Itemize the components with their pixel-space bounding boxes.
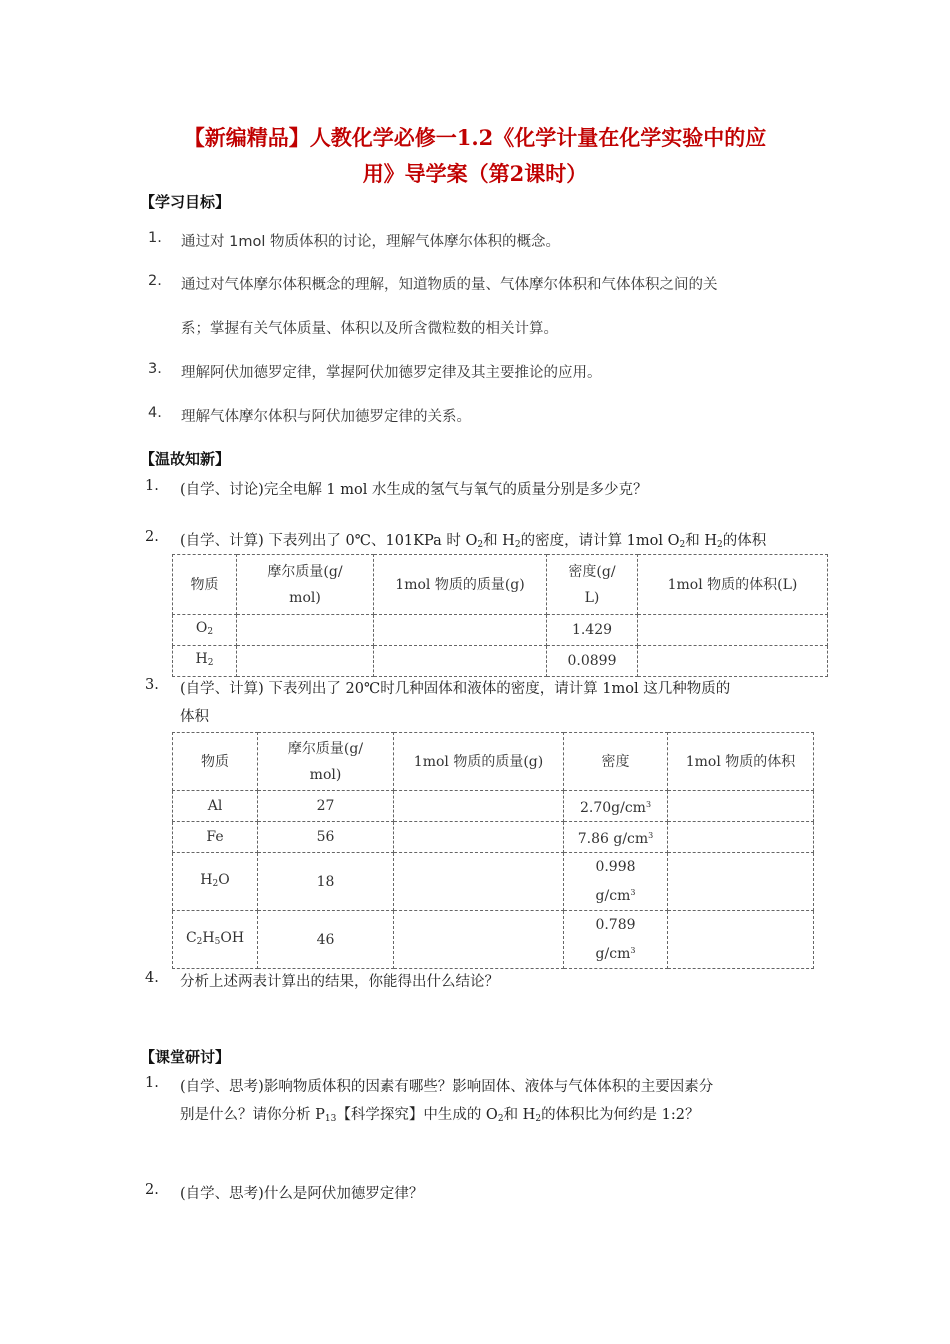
- section-goals-heading: 【学习目标】: [140, 193, 231, 211]
- header-cell: 1mol 物质的质量(g): [394, 733, 564, 791]
- table-row: [173, 822, 814, 853]
- molar-mass-cell: 46: [258, 911, 394, 969]
- header-cell: 物质: [173, 555, 237, 615]
- header-cell: 1mol 物质的体积(L): [638, 555, 828, 615]
- header-cell: 摩尔质量(g/ mol): [237, 555, 374, 615]
- table-row: [173, 791, 814, 822]
- section-review-heading: 【温故知新】: [140, 450, 231, 468]
- header-cell: 物质: [173, 733, 258, 791]
- substance-cell: $O_2$: [173, 615, 237, 646]
- solid-liquid-density-table: [172, 732, 814, 969]
- density-cell: 0.789 $g/cm^3$: [564, 911, 668, 969]
- molar-mass-cell[interactable]: [237, 615, 374, 646]
- density-cell: $2.70g/cm^3$: [564, 791, 668, 822]
- volume-cell[interactable]: [668, 853, 814, 911]
- mass-cell[interactable]: [394, 791, 564, 822]
- title-line-2: 用》导学案（第2课时）: [362, 161, 588, 186]
- mass-cell[interactable]: [374, 646, 547, 677]
- substance-cell: $H_2O$: [173, 853, 258, 911]
- volume-cell[interactable]: [668, 791, 814, 822]
- mass-cell[interactable]: [374, 615, 547, 646]
- header-cell: 1mol 物质的体积: [668, 733, 814, 791]
- substance-cell: Al: [173, 791, 258, 822]
- volume-cell[interactable]: [668, 911, 814, 969]
- table-row: [173, 853, 814, 911]
- molar-mass-cell: 27: [258, 791, 394, 822]
- molar-mass-cell: 56: [258, 822, 394, 853]
- volume-cell[interactable]: [668, 822, 814, 853]
- density-cell: 1.429: [547, 615, 638, 646]
- density-cell: 0.0899: [547, 646, 638, 677]
- mass-cell[interactable]: [394, 822, 564, 853]
- gas-density-table: [172, 554, 828, 677]
- density-cell: 7.86 $g/cm^3$: [564, 822, 668, 853]
- volume-cell[interactable]: [638, 646, 828, 677]
- substance-cell: $H_2$: [173, 646, 237, 677]
- header-cell: 密度: [564, 733, 668, 791]
- header-cell: 1mol 物质的质量(g): [374, 555, 547, 615]
- header-cell: 摩尔质量(g/ mol): [258, 733, 394, 791]
- molar-mass-cell: 18: [258, 853, 394, 911]
- mass-cell[interactable]: [394, 853, 564, 911]
- page-title: [110, 120, 840, 192]
- mass-cell[interactable]: [394, 911, 564, 969]
- table-row: [173, 615, 828, 646]
- table-row: [173, 911, 814, 969]
- molar-mass-cell[interactable]: [237, 646, 374, 677]
- section-class-heading: 【课堂研讨】: [140, 1048, 231, 1066]
- density-cell: 0.998 $g/cm^3$: [564, 853, 668, 911]
- table-row: [173, 646, 828, 677]
- substance-cell: $C_2H_5OH$: [173, 911, 258, 969]
- title-line-1: 【新编精品】人教化学必修一1.2《化学计量在化学实验中的应: [183, 125, 767, 150]
- volume-cell[interactable]: [638, 615, 828, 646]
- header-cell: 密度(g/ L): [547, 555, 638, 615]
- substance-cell: Fe: [173, 822, 258, 853]
